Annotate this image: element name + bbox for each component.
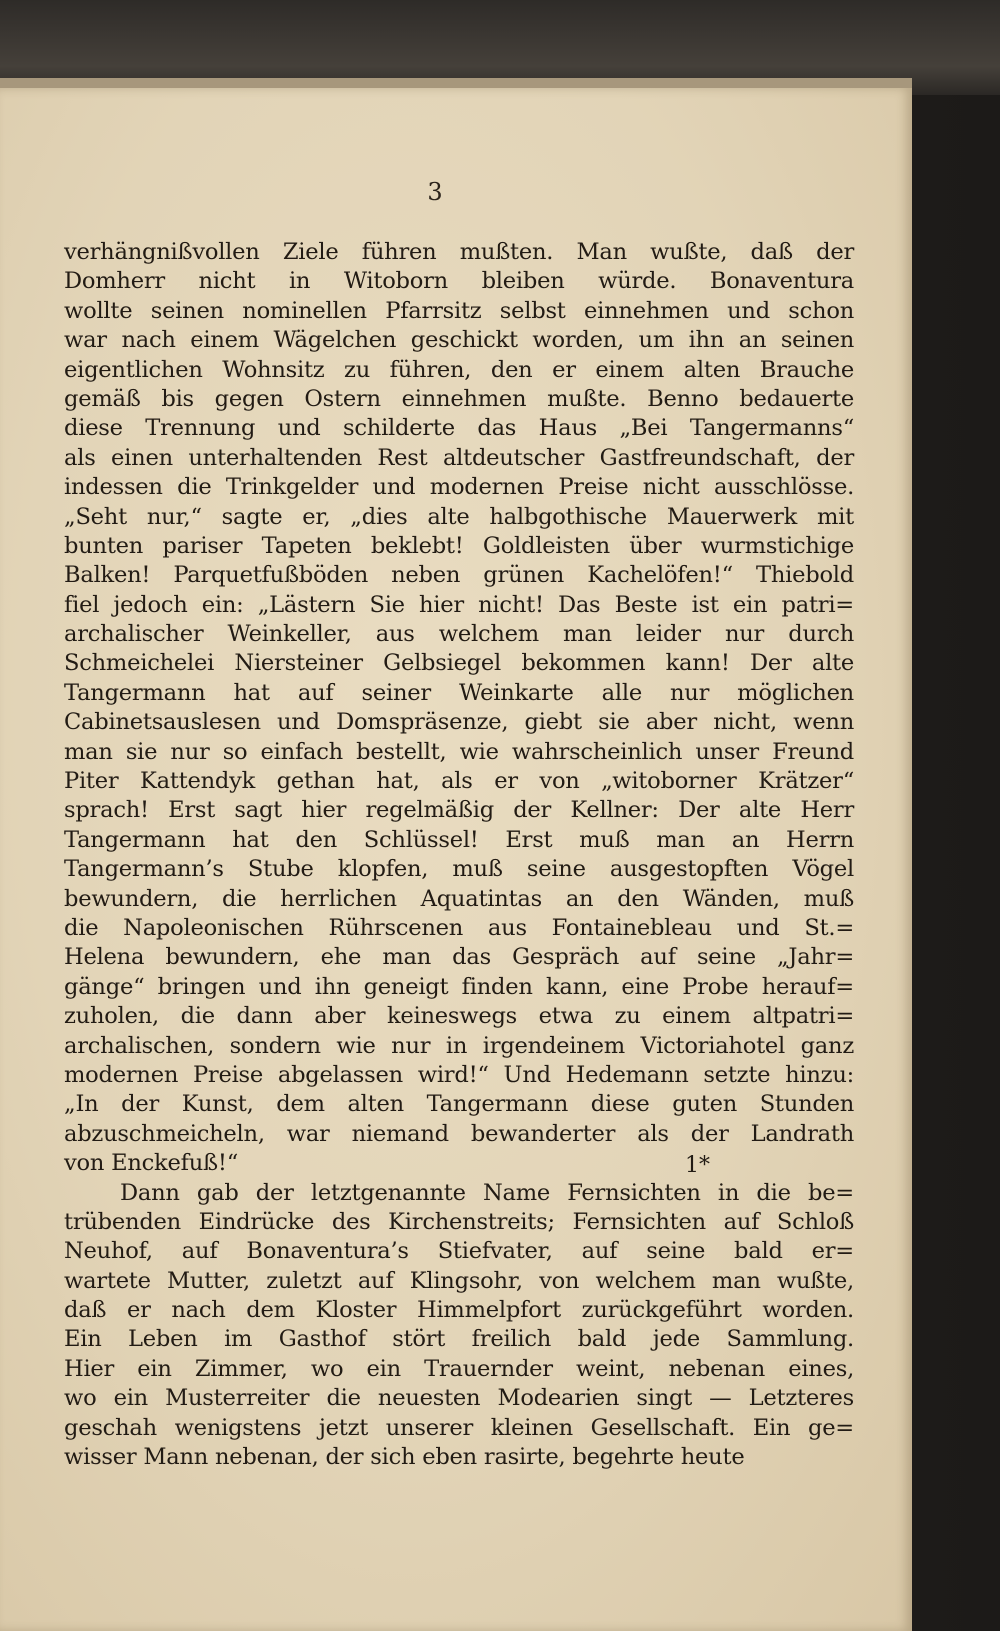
text-line: verhängnißvollen Ziele führen mußten. Man wußte, daß der <box>64 239 854 265</box>
text-line: Tangermann hat den Schlüssel! Erst muß man an Herrn <box>64 826 854 853</box>
text-line: trübenden Eindrücke des Kirchenstreits; Fernsichten auf Schloß <box>64 1208 854 1235</box>
text-line: archalischen, sondern wie nur in irgendeinem Victoriahotel ganz <box>64 1032 854 1059</box>
text-line: abzuschmeicheln, war niemand bewanderter als der Landrath <box>64 1120 854 1147</box>
text-line: Tangermann hat auf seiner Weinkarte alle nur möglichen <box>64 679 854 706</box>
body-text <box>64 238 854 1472</box>
text-line: diese Trennung und schilderte das Haus „Bei Tangermanns“ <box>64 415 854 442</box>
text-line: bewundern, die herrlichen Aquatintas an den Wänden, muß <box>64 885 854 912</box>
text-line: Cabinetsauslesen und Domspräsenze, giebt sie aber nicht, wenn <box>64 709 854 736</box>
text-line: gemäß bis gegen Ostern einnehmen mußte. Benno bedauerte <box>64 385 854 412</box>
text-line: gänge“ bringen und ihn geneigt finden kann, eine Probe herauf= <box>64 973 854 1000</box>
text-line: Tangermann’s Stube klopfen, muß seine ausgestopften Vögel <box>64 856 854 883</box>
text-line: Helena bewundern, ehe man das Gespräch auf seine „Jahr= <box>64 944 854 971</box>
text-line: geschah wenigstens jetzt unserer kleinen Gesellschaft. Ein ge= <box>64 1414 854 1441</box>
text-line: archalischer Weinkeller, aus welchem man leider nur durch <box>64 621 854 648</box>
text-line: als einen unterhaltenden Rest altdeutscher Gastfreundschaft, der <box>64 444 854 471</box>
text-line: von Enckefuß!“ <box>64 1150 238 1177</box>
book-page <box>0 88 912 1631</box>
text-line: Balken! Parquetfußböden neben grünen Kachelöfen!“ Thiebold <box>64 562 854 589</box>
text-line: Domherr nicht in Witoborn bleiben würde. Bonaventura <box>64 268 854 295</box>
text-line: „In der Kunst, dem alten Tangermann diese guten Stunden <box>64 1091 854 1118</box>
text-line: bunten pariser Tapeten beklebt! Goldleisten über wurmstichige <box>64 532 854 559</box>
text-line: wo ein Musterreiter die neuesten Modearien singt — Letzteres <box>64 1385 854 1412</box>
text-line: sprach! Erst sagt hier regelmäßig der Kellner: Der alte Herr <box>64 797 854 824</box>
text-line: Schmeichelei Niersteiner Gelbsiegel bekommen kann! Der alte <box>64 650 854 677</box>
text-line: Piter Kattendyk gethan hat, als er von „witoborner Krätzer“ <box>64 768 854 795</box>
text-line: war nach einem Wägelchen geschickt worden, um ihn an seinen <box>64 327 854 354</box>
text-line: fiel jedoch ein: „Lästern Sie hier nicht! Das Beste ist ein patri= <box>64 591 854 618</box>
text-line: indessen die Trinkgelder und modernen Preise nicht ausschlösse. <box>64 474 854 501</box>
text-line: wisser Mann nebenan, der sich eben rasirte, begehrte heute <box>64 1444 745 1471</box>
text-line: Neuhof, auf Bonaventura’s Stiefvater, auf seine bald er= <box>64 1238 854 1265</box>
signature-mark: 1* <box>685 1153 710 1178</box>
text-line: die Napoleonischen Rührscenen aus Fontainebleau und St.= <box>64 914 854 941</box>
text-line: wartete Mutter, zuletzt auf Klingsohr, von welchem man wußte, <box>64 1267 854 1294</box>
text-line: Ein Leben im Gasthof stört freilich bald jede Sammlung. <box>64 1326 854 1353</box>
text-line: modernen Preise abgelassen wird!“ Und Hedemann setzte hinzu: <box>64 1061 854 1088</box>
text-line: eigentlichen Wohnsitz zu führen, den er einem alten Brauche <box>64 356 854 383</box>
text-line: Dann gab der letztgenannte Name Fernsichten in die be= <box>120 1179 854 1206</box>
text-line: man sie nur so einfach bestellt, wie wahrscheinlich unser Freund <box>64 738 854 765</box>
text-line: zuholen, die dann aber keineswegs etwa zu einem altpatri= <box>64 1003 854 1030</box>
text-line: Hier ein Zimmer, wo ein Trauernder weint, nebenan eines, <box>64 1355 854 1382</box>
text-line: wollte seinen nominellen Pfarrsitz selbst einnehmen und schon <box>64 297 854 324</box>
page-number: 3 <box>427 178 443 206</box>
text-line: daß er nach dem Kloster Himmelpfort zurückgeführt worden. <box>64 1297 854 1324</box>
text-line: „Seht nur,“ sagte er, „dies alte halbgothische Mauerwerk mit <box>64 503 854 530</box>
